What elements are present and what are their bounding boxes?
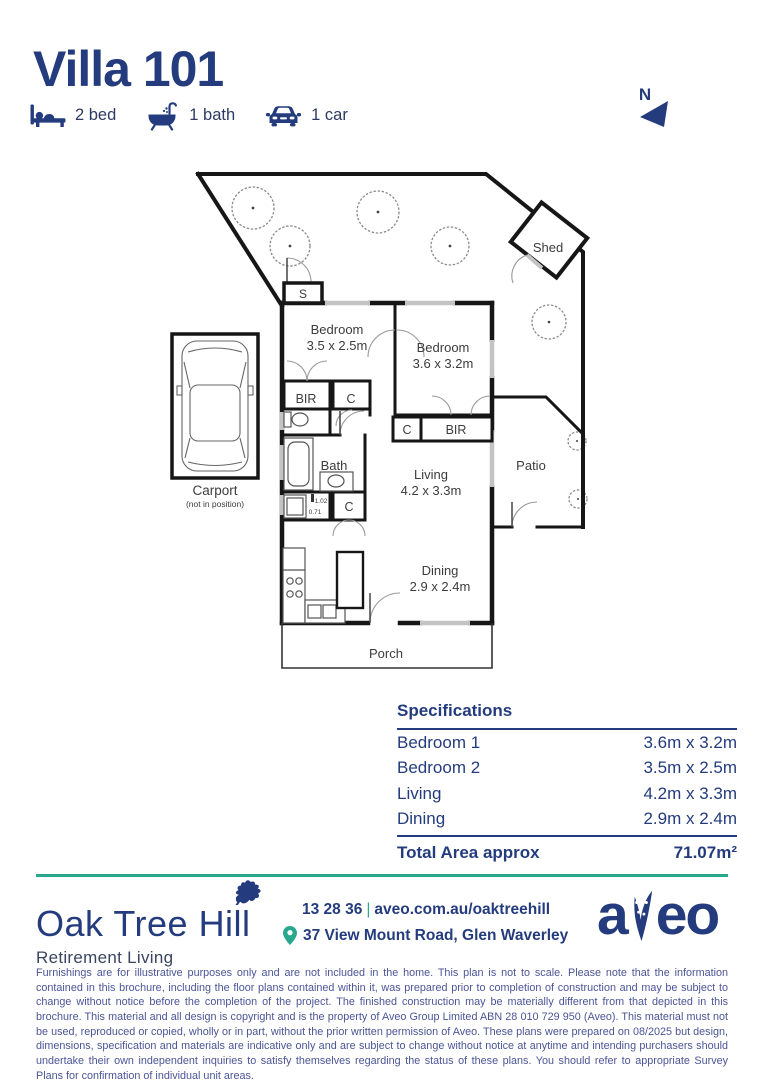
- laundry-width-label: 1.02: [314, 498, 328, 505]
- aveo-logo-a: a: [597, 883, 627, 947]
- carport-structure: [172, 334, 258, 478]
- living-dims: 4.2 x 3.3m: [400, 483, 462, 498]
- contact-phone-web: [302, 901, 573, 919]
- bath-label: Bath: [320, 458, 348, 473]
- dining-label: Dining: [421, 563, 459, 578]
- spec-row-bedroom1: [397, 730, 737, 756]
- spec-label: Living: [397, 783, 442, 803]
- laundry-depth-label: 0.71: [308, 509, 322, 516]
- aveo-logo: [597, 883, 719, 947]
- address-text: 37 View Mount Road, Glen Waverley: [303, 926, 569, 944]
- aveo-leaf-v-icon: [628, 888, 655, 944]
- spec-value: 4.2m x 3.3m: [643, 783, 737, 803]
- feature-beds-label: 2 bed: [75, 106, 117, 124]
- north-label: N: [638, 85, 652, 104]
- footer-divider: [36, 874, 728, 877]
- shed-label: Shed: [532, 240, 564, 255]
- c2-label: C: [402, 423, 412, 437]
- bir2-label: BIR: [445, 423, 467, 437]
- spec-total-value: 71.07m²: [673, 843, 737, 862]
- contact-block: [283, 901, 573, 945]
- bedroom1-label: Bedroom: [416, 340, 470, 355]
- separator: |: [366, 901, 371, 918]
- spec-label: Bedroom 2: [397, 758, 481, 778]
- page-title: Villa 101: [33, 41, 224, 97]
- spec-total-row: [397, 835, 737, 863]
- brand-name: Oak Tree Hill: [36, 903, 251, 944]
- phone-number: 13 28 36: [302, 901, 363, 918]
- c3-label: C: [344, 500, 354, 514]
- bedroom2-dims: 3.5 x 2.5m: [306, 338, 368, 353]
- spec-row-dining: [397, 807, 737, 833]
- patio-label: Patio: [516, 458, 546, 473]
- bir1-label: BIR: [295, 392, 317, 406]
- bedroom1-dims: 3.6 x 3.2m: [412, 356, 474, 371]
- disclaimer-text: Furnishings are for illustrative purposes only and are not included in the home. This plan is not to scale. Please note that the information contained in this brochure, including the floor plans contained within it, was prepared prior to completion of construction and may be subject to change without notice before the completion of the project. The finished construction may be materially different from that depicted in this brochure. This material and all design is copyright and is the property of Aveo Group Limited ABN 28 010 729 950 (Aveo). This material must not be used, reproduced or copied, wholly or in part, without the prior written permission of Aveo. These plans were prepared on 08/2025 but design, dimensions, specification and materials are indicative only and are subject to change without notice at anytime and intending purchasers should undertake their own independent inquiries to satisfy themselves regarding the status of these plans. You should refer to appropriate Survey Plans for confirmation of individual unit areas.: [36, 967, 728, 1082]
- spec-label: Bedroom 1: [397, 732, 481, 752]
- bedroom2-label: Bedroom: [310, 322, 364, 337]
- dining-dims: 2.9 x 2.4m: [409, 579, 471, 594]
- spec-value: 2.9m x 2.4m: [643, 809, 737, 829]
- kitchen-fixtures: [283, 548, 363, 623]
- spec-row-living: [397, 781, 737, 807]
- brand-tagline: Retirement Living: [36, 948, 174, 967]
- carport-note: (not in position): [185, 499, 245, 509]
- specifications-table: [397, 701, 737, 863]
- oak-leaf-icon: [228, 878, 270, 905]
- aveo-logo-eo: eo: [655, 883, 719, 947]
- storage-label: S: [298, 287, 308, 301]
- contact-address: [283, 926, 573, 945]
- website-link[interactable]: aveo.com.au/oaktreehill: [374, 901, 551, 918]
- c1-label: C: [346, 392, 356, 406]
- spec-label: Dining: [397, 809, 446, 829]
- feature-baths-label: 1 bath: [189, 106, 236, 124]
- spec-total-label: Total Area approx: [397, 843, 540, 862]
- location-pin-icon: [283, 926, 297, 945]
- porch-label: Porch: [369, 646, 403, 661]
- living-label: Living: [414, 467, 448, 482]
- spec-value: 3.6m x 3.2m: [643, 732, 737, 752]
- spec-row-bedroom2: [397, 756, 737, 782]
- carport-label: Carport: [192, 483, 238, 498]
- feature-cars-label: 1 car: [311, 106, 348, 124]
- oak-tree-hill-logo: [36, 903, 251, 968]
- spec-value: 3.5m x 2.5m: [643, 758, 737, 778]
- specifications-heading: Specifications: [397, 701, 737, 730]
